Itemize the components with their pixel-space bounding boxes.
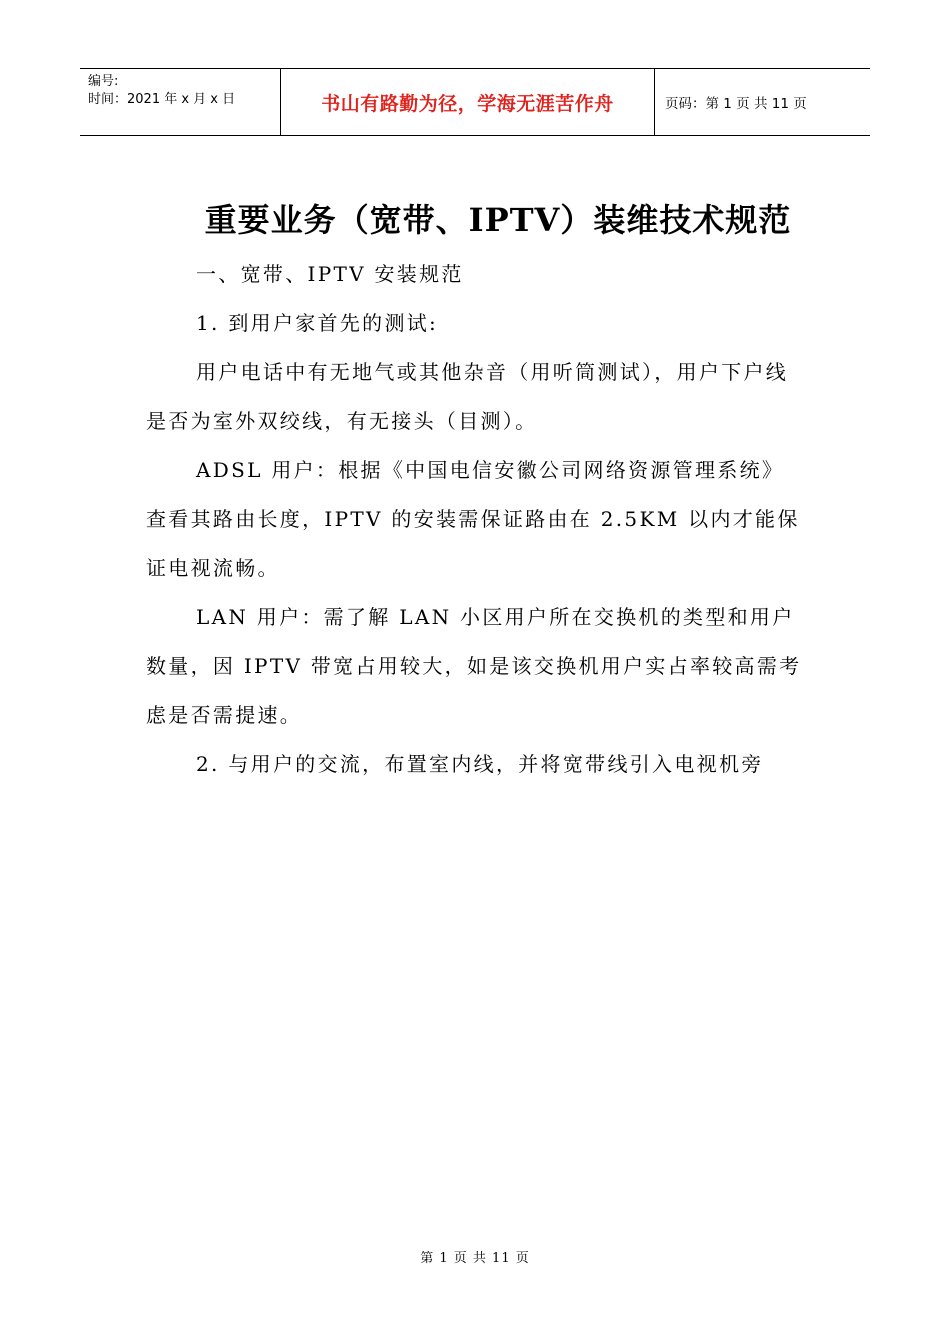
item1-heading: 1. 到用户家首先的测试: xyxy=(196,311,439,335)
header-meta xyxy=(80,69,281,135)
section-heading: 一、宽带、IPTV 安装规范 xyxy=(196,262,464,286)
paragraph-lan: LAN 用户：需了解 LAN 小区用户所在交换机的类型和用户数量，因 IPTV 带宽占用较大，如是该交换机用户实占率较高需考虑是否需提速。 xyxy=(146,605,802,727)
header-page-info: 页码：第 1 页 共 11 页 xyxy=(665,96,807,112)
item2-paragraph: 2. 与用户的交流，布置室内线，并将宽带线引入电视机旁 xyxy=(196,752,764,776)
document-number-label: 编号: xyxy=(88,74,119,89)
paragraph-phone-test: 用户电话中有无地气或其他杂音（用听筒测试），用户下户线是否为室外双绞线，有无接头（目测）。 xyxy=(146,360,789,433)
document-body xyxy=(146,190,806,789)
page-footer: 第 1 页 共 11 页 xyxy=(420,1251,530,1266)
document-title: 重要业务（宽带、IPTV）装维技术规范 xyxy=(204,201,792,239)
document-time-label: 时间：2021 年 x 月 x 日 xyxy=(88,92,236,107)
header-motto: 书山有路勤为径，学海无涯苦作舟 xyxy=(321,92,614,115)
header-motto-cell xyxy=(281,69,655,135)
page-header xyxy=(80,68,870,136)
paragraph-adsl: ADSL 用户：根据《中国电信安徽公司网络资源管理系统》查看其路由长度，IPTV 的安装需保证路由在 2.5KM 以内才能保证电视流畅。 xyxy=(146,458,800,580)
